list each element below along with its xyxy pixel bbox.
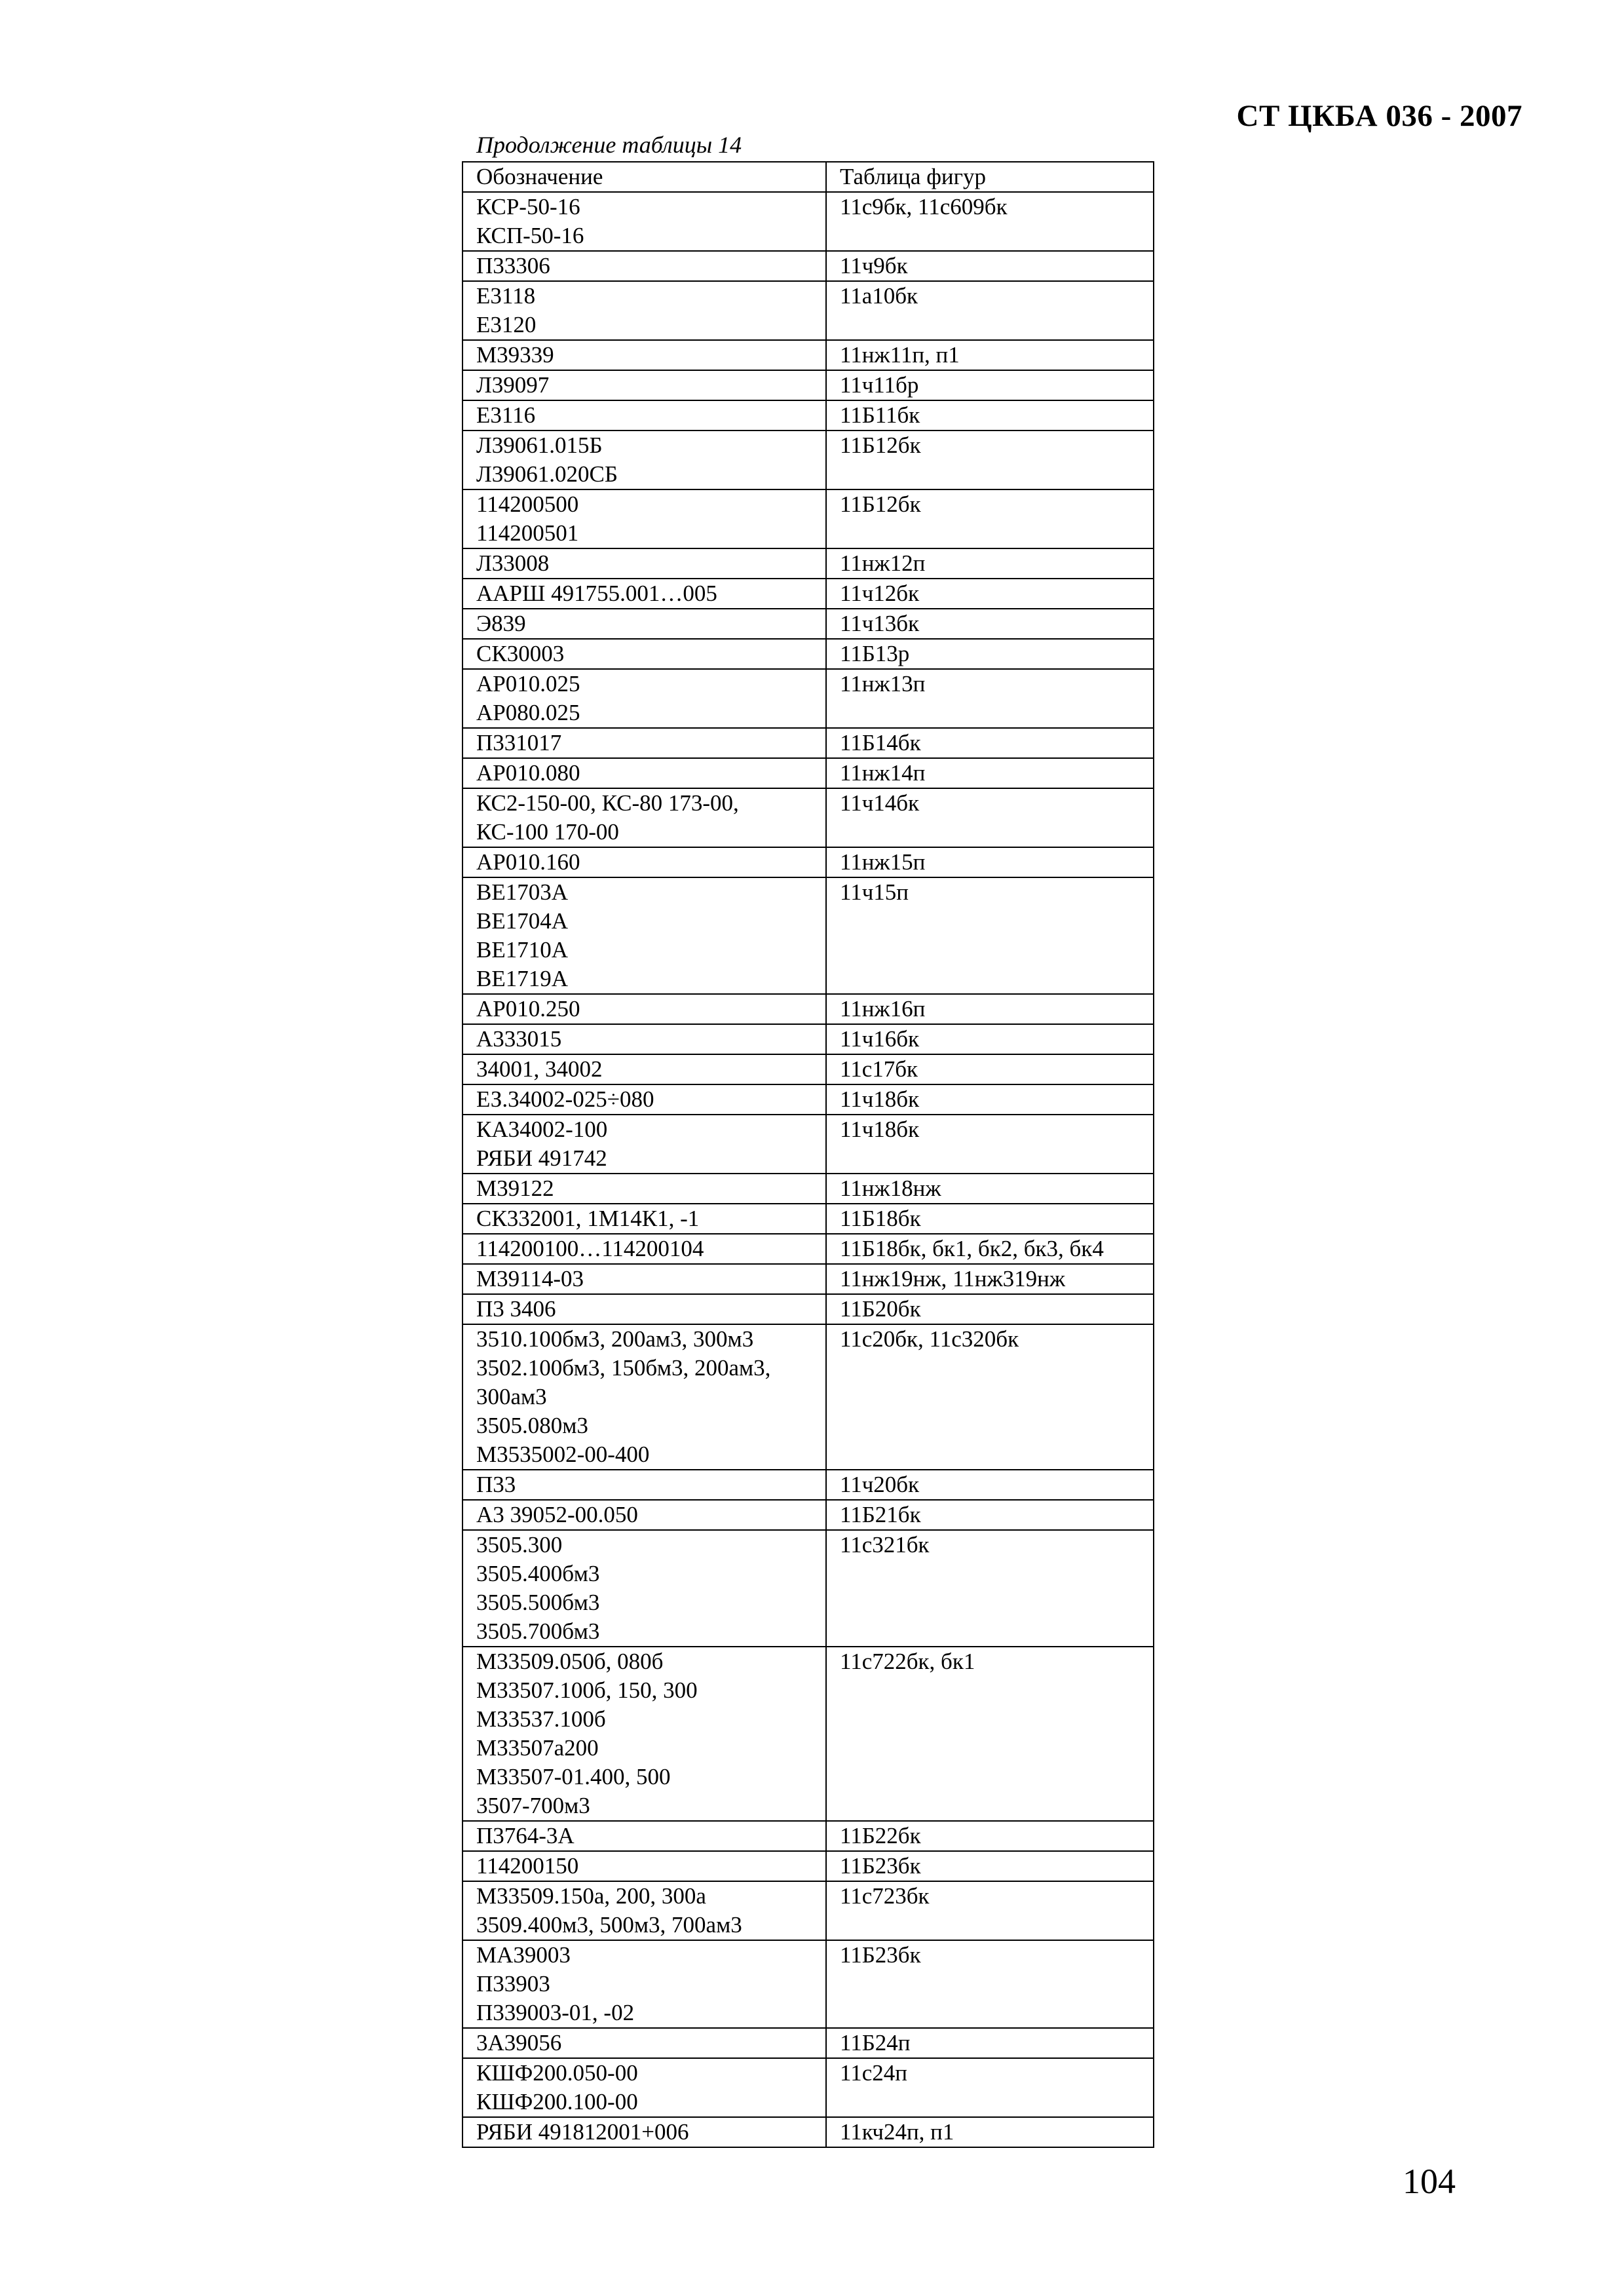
- designation-cell: П33: [463, 1470, 826, 1500]
- figure-table-cell: 11ч18бк: [826, 1084, 1154, 1115]
- figure-table-cell: 11Б23бк: [826, 1851, 1154, 1881]
- figure-table-cell: 11с20бк, 11с320бк: [826, 1324, 1154, 1470]
- designation-cell: 3505.300 3505.400бм3 3505.500бм3 3505.700бм3: [463, 1530, 826, 1647]
- figure-table-cell: 11нж19нж, 11нж319нж: [826, 1264, 1154, 1294]
- figure-table-cell: 11ч14бк: [826, 788, 1154, 847]
- designation-cell: 114200100…114200104: [463, 1234, 826, 1264]
- figure-table-cell: 11нж13п: [826, 669, 1154, 728]
- table-body: [463, 192, 1154, 2147]
- figure-table-cell: 11нж11п, п1: [826, 340, 1154, 370]
- table-row: [463, 1647, 1154, 1821]
- designation-cell: 114200500 114200501: [463, 489, 826, 548]
- table-row: [463, 1054, 1154, 1084]
- table-row: [463, 430, 1154, 489]
- figure-table-cell: 11нж14п: [826, 758, 1154, 788]
- figure-table-cell: 11Б14бк: [826, 728, 1154, 758]
- table-row: [463, 1204, 1154, 1234]
- document-code: СТ ЦКБА 036 - 2007: [1236, 99, 1522, 133]
- figure-table-cell: 11Б21бк: [826, 1500, 1154, 1530]
- designation-cell: АР010.250: [463, 994, 826, 1024]
- designation-cell: А3 39052-00.050: [463, 1500, 826, 1530]
- table-row: [463, 579, 1154, 609]
- table-row: [463, 1324, 1154, 1470]
- figure-table-cell: 11с722бк, бк1: [826, 1647, 1154, 1821]
- figure-table-cell: 11ч13бк: [826, 609, 1154, 639]
- figure-table-cell: 11ч12бк: [826, 579, 1154, 609]
- figure-table-cell: 11с9бк, 11с609бк: [826, 192, 1154, 251]
- table-row: [463, 788, 1154, 847]
- table-row: [463, 1851, 1154, 1881]
- designation-cell: АР010.160: [463, 847, 826, 877]
- table-row: [463, 340, 1154, 370]
- designation-cell: М39114-03: [463, 1264, 826, 1294]
- figure-table-cell: 11с723бк: [826, 1881, 1154, 1940]
- table-row: [463, 1530, 1154, 1647]
- table-row: [463, 609, 1154, 639]
- column-header-designation: Обозначение: [463, 162, 826, 192]
- figure-table-cell: 11Б20бк: [826, 1294, 1154, 1324]
- designation-cell: Е3118 Е3120: [463, 281, 826, 340]
- table-row: [463, 548, 1154, 579]
- figures-table: [462, 161, 1154, 2148]
- figure-table-cell: 11с24п: [826, 2058, 1154, 2117]
- table-row: [463, 877, 1154, 994]
- table-row: [463, 1174, 1154, 1204]
- table-row: [463, 1264, 1154, 1294]
- figure-table-cell: 11ч9бк: [826, 251, 1154, 281]
- column-header-figure-table: Таблица фигур: [826, 162, 1154, 192]
- figure-table-cell: 11нж15п: [826, 847, 1154, 877]
- table-row: [463, 1881, 1154, 1940]
- table-row: [463, 994, 1154, 1024]
- designation-cell: 114200150: [463, 1851, 826, 1881]
- figure-table-cell: 11Б18бк, бк1, бк2, бк3, бк4: [826, 1234, 1154, 1264]
- designation-cell: АР010.025 АР080.025: [463, 669, 826, 728]
- figure-table-cell: 11с321бк: [826, 1530, 1154, 1647]
- designation-cell: 34001, 34002: [463, 1054, 826, 1084]
- designation-cell: ВЕ1703А ВЕ1704А ВЕ1710А ВЕ1719А: [463, 877, 826, 994]
- designation-cell: Л39061.015Б Л39061.020СБ: [463, 430, 826, 489]
- table-row: [463, 639, 1154, 669]
- figure-table-cell: 11Б11бк: [826, 400, 1154, 430]
- designation-cell: Е3116: [463, 400, 826, 430]
- figure-table-cell: 11Б12бк: [826, 489, 1154, 548]
- figures-table-container: [462, 161, 1153, 2148]
- table-row: [463, 2058, 1154, 2117]
- table-row: [463, 1821, 1154, 1851]
- figure-table-cell: 11ч15п: [826, 877, 1154, 994]
- figure-table-cell: 11а10бк: [826, 281, 1154, 340]
- figure-table-cell: 11ч20бк: [826, 1470, 1154, 1500]
- table-row: [463, 1234, 1154, 1264]
- figure-table-cell: 11Б13р: [826, 639, 1154, 669]
- figure-table-cell: 11нж18нж: [826, 1174, 1154, 1204]
- table-row: [463, 2117, 1154, 2147]
- designation-cell: Л39097: [463, 370, 826, 400]
- table-row: [463, 728, 1154, 758]
- table-row: [463, 669, 1154, 728]
- figure-table-cell: 11с17бк: [826, 1054, 1154, 1084]
- designation-cell: П33306: [463, 251, 826, 281]
- table-row: [463, 1084, 1154, 1115]
- table-row: [463, 489, 1154, 548]
- figure-table-cell: 11кч24п, п1: [826, 2117, 1154, 2147]
- figure-table-cell: 11нж16п: [826, 994, 1154, 1024]
- figure-table-cell: 11ч16бк: [826, 1024, 1154, 1054]
- designation-cell: СК30003: [463, 639, 826, 669]
- figure-table-cell: 11нж12п: [826, 548, 1154, 579]
- designation-cell: 3510.100бм3, 200ам3, 300м3 3502.100бм3, 150бм3, 200ам3, 300ам3 3505.080м3 М3535002-00-400: [463, 1324, 826, 1470]
- table-row: [463, 370, 1154, 400]
- designation-cell: Э839: [463, 609, 826, 639]
- designation-cell: МА39003 П33903 П339003-01, -02: [463, 1940, 826, 2028]
- figure-table-cell: 11ч18бк: [826, 1115, 1154, 1174]
- table-row: [463, 1294, 1154, 1324]
- table-row: [463, 192, 1154, 251]
- table-row: [463, 1470, 1154, 1500]
- table-row: [463, 1024, 1154, 1054]
- designation-cell: П3 3406: [463, 1294, 826, 1324]
- designation-cell: КА34002-100 РЯБИ 491742: [463, 1115, 826, 1174]
- designation-cell: П3764-3А: [463, 1821, 826, 1851]
- designation-cell: П331017: [463, 728, 826, 758]
- table-row: [463, 1500, 1154, 1530]
- table-row: [463, 847, 1154, 877]
- designation-cell: 3А39056: [463, 2028, 826, 2058]
- designation-cell: КСР-50-16 КСП-50-16: [463, 192, 826, 251]
- designation-cell: АР010.080: [463, 758, 826, 788]
- figure-table-cell: 11Б18бк: [826, 1204, 1154, 1234]
- designation-cell: А333015: [463, 1024, 826, 1054]
- designation-cell: ААРШ 491755.001…005: [463, 579, 826, 609]
- table-row: [463, 400, 1154, 430]
- designation-cell: Л33008: [463, 548, 826, 579]
- page-number: 104: [1403, 2162, 1456, 2201]
- figure-table-cell: 11ч11бр: [826, 370, 1154, 400]
- table-row: [463, 758, 1154, 788]
- table-row: [463, 2028, 1154, 2058]
- designation-cell: М33509.150а, 200, 300а 3509.400м3, 500м3, 700ам3: [463, 1881, 826, 1940]
- designation-cell: КС2-150-00, КС-80 173-00, КС-100 170-00: [463, 788, 826, 847]
- designation-cell: М39339: [463, 340, 826, 370]
- designation-cell: М33509.050б, 080б М33507.100б, 150, 300 М33537.100б М33507а200 М33507-01.400, 500 3507-700м3: [463, 1647, 826, 1821]
- designation-cell: РЯБИ 491812001+006: [463, 2117, 826, 2147]
- figure-table-cell: 11Б24п: [826, 2028, 1154, 2058]
- designation-cell: СК332001, 1М14К1, -1: [463, 1204, 826, 1234]
- table-row: [463, 1115, 1154, 1174]
- table-header-row: [463, 162, 1154, 192]
- designation-cell: М39122: [463, 1174, 826, 1204]
- designation-cell: ЕЗ.34002-025÷080: [463, 1084, 826, 1115]
- table-row: [463, 251, 1154, 281]
- figure-table-cell: 11Б12бк: [826, 430, 1154, 489]
- figure-table-cell: 11Б23бк: [826, 1940, 1154, 2028]
- table-row: [463, 1940, 1154, 2028]
- figure-table-cell: 11Б22бк: [826, 1821, 1154, 1851]
- table-caption: Продолжение таблицы 14: [476, 132, 742, 158]
- table-row: [463, 281, 1154, 340]
- designation-cell: КШФ200.050-00 КШФ200.100-00: [463, 2058, 826, 2117]
